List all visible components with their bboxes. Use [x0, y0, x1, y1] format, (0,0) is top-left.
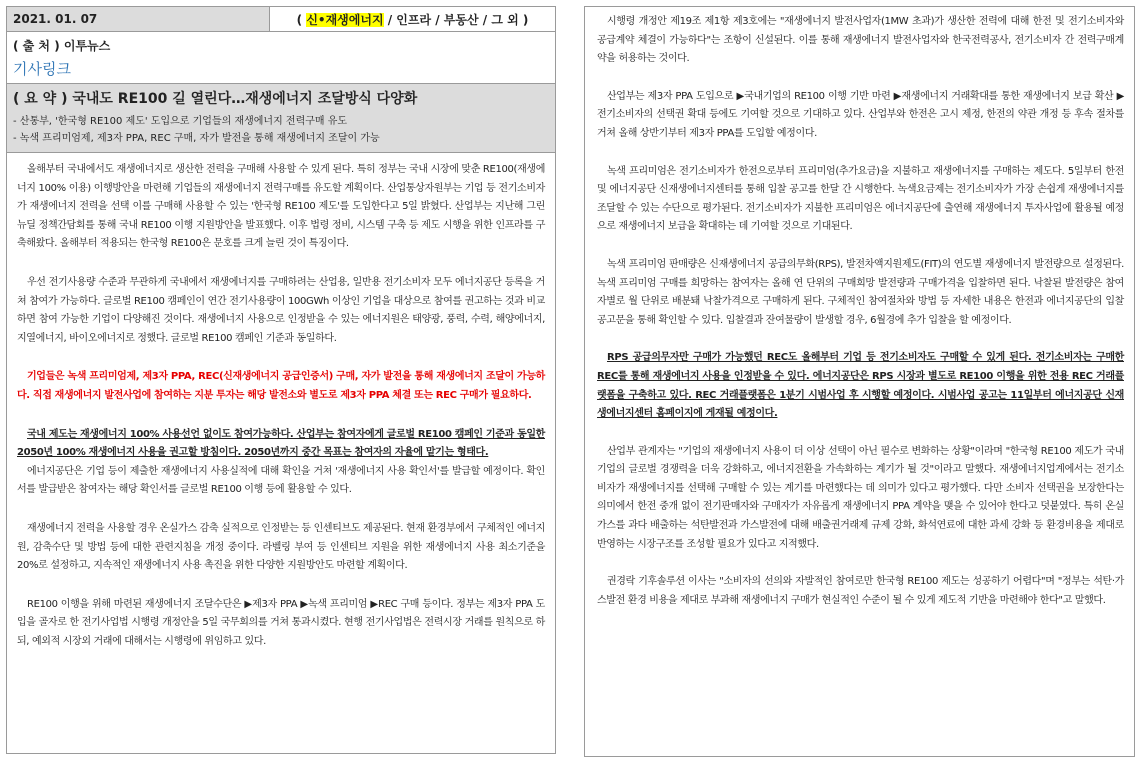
paragraph: 올해부터 국내에서도 재생에너지로 생산한 전력을 구매해 사용할 수 있게 된다. 특히 정부는 국내 시장에 맞춘 RE100(재생에너지 100% 이용) 이행방안을 마련해 기업들의 재생에너지 전력구매를 유도할 계획이다. 산업통상자원부는 기업 등 전기소비자가 재생에너지 전력을 선택 이를 구매해 사용할 수 있는 '한국형 RE100 제도'를 도입한다고 5일 밝혔다. 산업부는 지난해 그린뉴딜 정책간담회를 통해 국내 RE100 이행 지원방안을 발표했다. 이후 법령 정비, 시스템 구축 등 제도 시행을 위한 인프라를 구축해왔다. 올해부터 적용되는 한국형 RE100은 문호를 크게 늘린 것이 특징이다.: [17, 164, 545, 250]
right-page: [584, 6, 1135, 757]
category-rest: / 인프라 / 부동산 / 그 외 ): [383, 13, 529, 27]
article-date: 2021. 01. 07: [7, 7, 269, 31]
summary-title: ( 요 약 ) 국내도 RE100 길 열린다…재생에너지 조달방식 다양화: [13, 91, 418, 107]
article-link[interactable]: 기사링크: [7, 56, 555, 84]
highlighted-paragraph: 기업들은 녹색 프리미엄제, 제3자 PPA, REC(신재생에너지 공급인증서) 구매, 자가 발전을 통해 재생에너지 조달이 가능하다. 직접 재생에너지 발전사업에 참여하는 지분 투자는 해당 발전소와 별도로 제3자 PPA 체결 또는 REC 구매가 필요하다.: [17, 371, 545, 401]
paragraph: 시행령 개정안 제19조 제1항 제3호에는 "재생에너지 발전사업자(1MW 초과)가 생산한 전력에 대해 한전 및 전기소비자와 공급계약 체결이 가능하다"는 조항이 신설된다. 이를 통해 재생에너지 발전사업자와 한국전력공사, 전기소비자 간 전력구매계약을 허용하는 것이다.: [597, 16, 1124, 65]
summary-bullet: - 녹색 프리미엄제, 제3자 PPA, REC 구매, 자가 발전을 통해 재생에너지 조달이 가능: [13, 133, 380, 144]
left-page: [6, 6, 556, 754]
summary-bullet: - 산통부, '한국형 RE100 제도' 도입으로 기업들의 재생에너지 전력구매 유도: [13, 116, 348, 127]
category-tags: [269, 7, 555, 31]
category-prefix: (: [296, 13, 307, 27]
paragraph: 에너지공단은 기업 등이 제출한 재생에너지 사용실적에 대해 확인을 거쳐 '재생에너지 사용 확인서'를 발급할 예정이다. 확인서를 발급받은 참여자는 해당 확인서를 글로벌 RE100 이행 등에 활용할 수 있다.: [17, 465, 545, 496]
underlined-paragraph: 국내 제도는 재생에너지 100% 사용선언 없이도 참여가능하다. 산업부는 참여자에게 글로벌 RE100 캠페인 기준과 동일한 2050년 100% 재생에너지 사용을 권고할 방침이다. 2050년까지 중간 목표는 참여자의 자율에 맡기는 형태다.: [17, 428, 545, 459]
category-highlight: 신•재생에너지: [306, 13, 384, 27]
paragraph: RE100 이행을 위해 마련된 재생에너지 조달수단은 ▶제3자 PPA ▶녹색 프리미엄 ▶REC 구매 등이다. 정부는 제3자 PPA 도입을 골자로 한 전기사업법 시행령 개정안을 5일 국무회의를 거쳐 통과시켰다. 현행 전기사업법은 전력시장 거래를 원칙으로 하되, 예외적 시장외 거래에 대해서는 시행령에 위임하고 있다.: [17, 598, 545, 647]
article-body-right: [585, 7, 1134, 610]
paragraph: 재생에너지 전력을 사용할 경우 온실가스 감축 실적으로 인정받는 등 인센티브도 제공된다. 현재 환경부에서 구체적인 에너지원, 감축수단 및 방법 등에 대한 관련지침을 개정 중이다. 라벨링 부여 등 인센티브 지원을 위한 재생에너지 사용 최소기준을 20%로 설정하고, 지속적인 재생에너지 사용 촉진을 위한 다양한 지원방안도 마련할 계획이다.: [17, 522, 545, 572]
header-row: [7, 7, 555, 32]
paragraph: 녹색 프리미엄은 전기소비자가 한전으로부터 프리미엄(추가요금)을 지불하고 재생에너지를 구매하는 제도다. 5일부터 한전 및 에너지공단 신재생에너지센터를 통해 입찰 공고를 한달 간 시행한다. 녹색요금제는 전기소비자가 가장 손쉽게 재생에너지를 조달할 수 있는 수단으로 평가된다. 전기소비자가 지불한 프리미엄은 에너지공단에 출연해 재생에너지 투자사업에 활용될 예정으로 재생에너지 보급을 확대하는 데 기여할 것으로 기대된다.: [597, 165, 1124, 233]
paragraph: 우선 전기사용량 수준과 무관하게 국내에서 재생에너지를 구매하려는 산업용, 일반용 전기소비자 모두 에너지공단 등록을 거쳐 참여가 가능하다. 글로벌 RE100 캠페인이 연간 전기사용량이 100GWh 이상인 기업을 대상으로 참여를 권고하는 것과 비교하면 참여 가능한 기업이 다양해진 것이다. 재생에너지 사용으로 인정받을 수 있는 에너지원은 태양광, 풍력, 수력, 해양에너지, 지열에너지, 바이오에너지로 정했다. 글로벌 RE100 캠페인 기준과 동일하다.: [17, 276, 545, 344]
paragraph: 녹색 프리미엄 판매량은 신재생에너지 공급의무화(RPS), 발전차액지원제도(FIT)의 연도별 재생에너지 발전량으로 설정된다. 녹색 프리미엄 구매를 희망하는 참여자는 올해 연 단위의 구매희망 발전량과 구매가격을 입찰하면 된다. 낙찰된 발전량은 참여자별로 월 단위로 배분돼 낙찰가격으로 구매하게 된다. 구체적인 참여절차와 방법 등 자세한 내용은 한전과 에너지공단의 입찰 공고문을 통해 확인할 수 있다. 입찰결과 잔여물량이 발생할 경우, 6월경에 추가 입찰을 할 예정이다.: [597, 258, 1124, 326]
paragraph: 산업부는 제3자 PPA 도입으로 ▶국내기업의 RE100 이행 기반 마련 ▶재생에너지 거래확대를 통한 재생에너지 보급 확산 ▶전기소비자의 선택권 확대 등에도 기여할 것으로 기대하고 있다. 산업부와 한전은 고시 제정, 한전의 약관 개정 등 후속 절차를 거쳐 올해 상반기부터 제3자 PPA를 도입할 예정이다.: [597, 90, 1124, 139]
paragraph: 권경락 기후솔루션 이사는 "소비자의 선의와 자발적인 참여로만 한국형 RE100 제도는 성공하기 어렵다"며 "정부는 석탄·가스발전 환경 비용을 제대로 부과해 재생에너지 구매가 현실적인 수준이 될 수 있게 제도적 기반을 마련해야 한다"고 말했다.: [597, 576, 1124, 606]
article-body-left: [7, 153, 555, 651]
summary-box: [7, 84, 555, 153]
underlined-paragraph: RPS 공급의무자만 구매가 가능했던 REC도 올해부터 기업 등 전기소비자도 구매할 수 있게 된다. 전기소비자는 구매한 REC를 통해 재생에너지 사용을 인정받을 수 있다. 에너지공단은 RPS 시장과 별도로 RE100 이행을 위한 전용 REC 거래플랫폼을 구축하고 있다. REC 거래플랫폼은 1분기 시범사업 후 시행할 예정이다. 시범사업 공고는 11일부터 에너지공단 신재생에너지센터 홈페이지에 게재될 예정이다.: [597, 352, 1124, 420]
paragraph: 산업부 관계자는 "기업의 재생에너지 사용이 더 이상 선택이 아닌 필수로 변화하는 상황"이라며 "한국형 RE100 제도가 국내기업의 글로벌 경쟁력을 더욱 강화하고, 에너지전환을 가속화하는 계기가 될 것"이라고 말했다. 재생에너지업계에서는 전기소비자가 재생에너지를 선택해 구매할 수 있는 계기를 마련했다는 데 의미가 있다고 평가했다. 다만 소비자 선택권을 보장한다는 의미에서 한전 중개 없이 전기판매자와 구매자가 자유롭게 재생에너지 PPA 계약을 맺을 수 있어야 한다고 덧붙였다. 특히 온실가스를 과다 배출하는 석탄발전과 가스발전에 대해 배출권거래제 규제 강화, 화석연료에 대한 과세 강화 등 환경비용을 제대로 반영하는 시장구조를 조성할 필요가 있다고 지적했다.: [597, 445, 1124, 550]
source-line: ( 출 처 ) 이투뉴스: [13, 39, 111, 53]
